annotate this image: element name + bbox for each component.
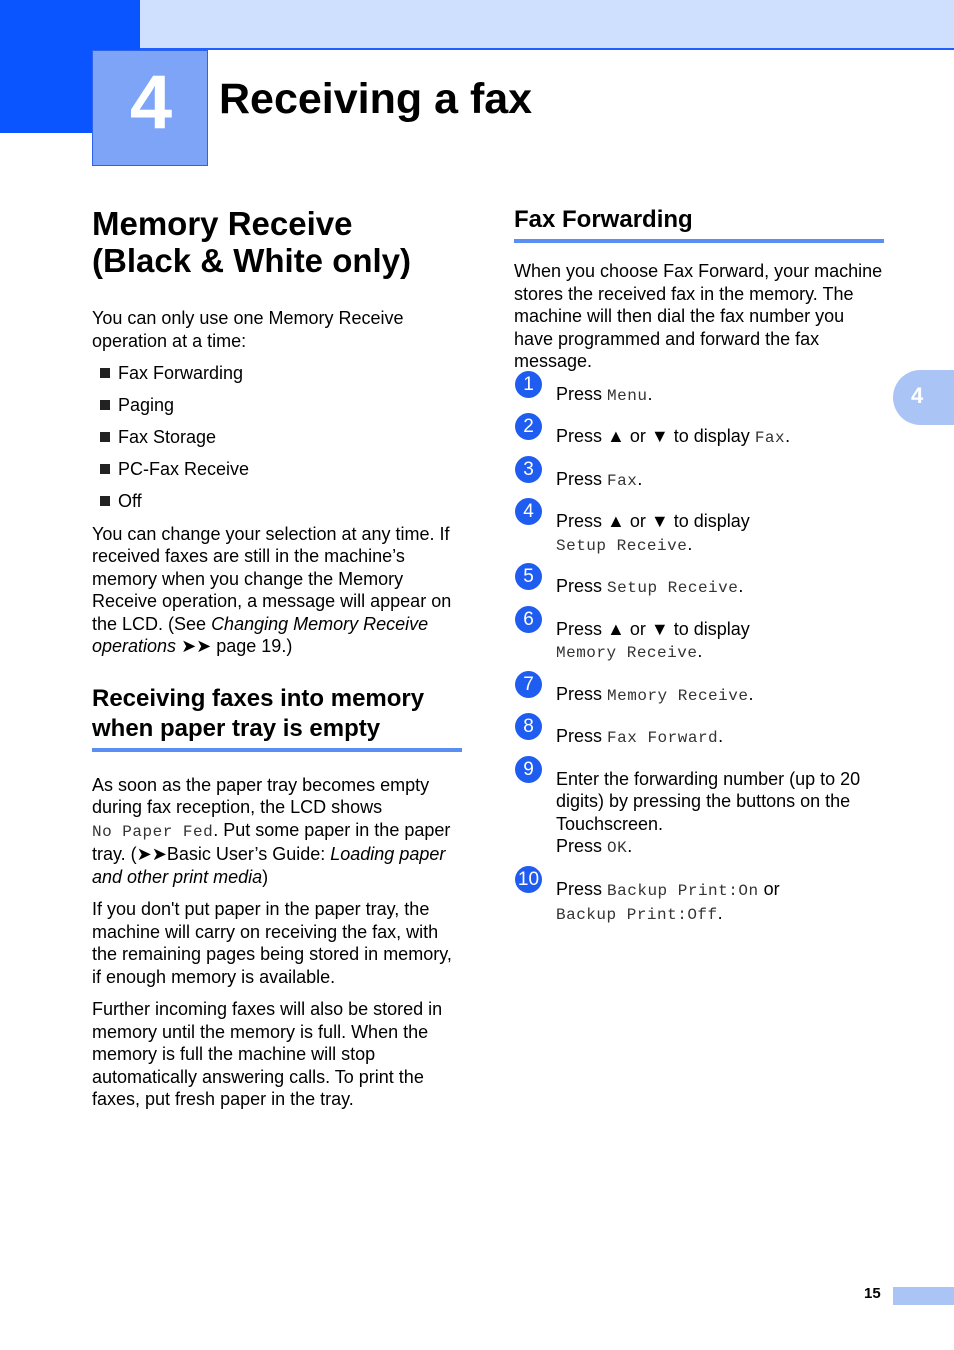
- step: [514, 868, 884, 927]
- text: to display: [673, 618, 750, 639]
- lcd-text: No Paper Fed: [92, 822, 214, 841]
- text: Press: [556, 726, 603, 746]
- text: to display: [673, 511, 750, 531]
- list-item: [92, 362, 462, 385]
- paragraph: If you don't put paper in the paper tray, the machine will carry on receiving the fax, with the remaining pages being stored in memory, if enough memory is available.: [92, 899, 452, 987]
- chapter-title: Receiving a fax: [219, 75, 533, 123]
- lcd-text: Setup Receive: [607, 579, 739, 597]
- text: page 19.): [211, 636, 293, 656]
- bullet-icon: [100, 368, 110, 378]
- bullet-icon: [100, 496, 110, 506]
- option-label: Fax Forwarding: [118, 363, 244, 383]
- double-arrow-icon: ➤➤: [181, 636, 212, 656]
- step-number-icon: 5: [515, 563, 542, 590]
- cross-reference-link[interactable]: Changing Memory Receive operations: [92, 613, 429, 656]
- list-item: [92, 394, 462, 417]
- option-label: PC-Fax Receive: [118, 459, 250, 479]
- heading-line: (Black & White only): [92, 242, 412, 279]
- text: Press: [556, 468, 603, 489]
- intro-paragraph: You can only use one Memory Receive operation at a time:: [92, 308, 404, 351]
- option-label: Off: [118, 491, 142, 511]
- fax-forwarding-heading: Fax Forwarding: [514, 205, 884, 243]
- step-list: [514, 373, 884, 927]
- cross-reference-link[interactable]: Loading paper and other print media: [92, 844, 446, 887]
- lcd-text: Fax Forward: [607, 729, 719, 747]
- header-band: [140, 0, 954, 50]
- up-arrow-icon: ▲: [607, 426, 625, 446]
- side-tab-label: 4: [911, 383, 924, 408]
- footer-bar: [893, 1287, 954, 1305]
- text: or: [629, 426, 646, 446]
- down-arrow-icon: ▼: [650, 511, 669, 531]
- list-item: [92, 490, 462, 513]
- text: Press: [556, 618, 603, 639]
- option-label: Paging: [118, 395, 175, 415]
- step: [514, 608, 884, 665]
- text: .: [647, 383, 653, 404]
- step: [514, 673, 884, 708]
- lcd-text: Backup Print:Off: [556, 906, 718, 924]
- step-number-icon: 8: [515, 713, 542, 740]
- paper-empty-paragraph: [92, 774, 462, 889]
- change-paragraph: [92, 523, 462, 658]
- page-number: 15: [864, 1285, 881, 1302]
- step: [514, 758, 884, 860]
- text: .: [748, 683, 754, 704]
- right-column: [514, 205, 884, 945]
- left-column: [92, 205, 462, 1121]
- text: As soon as the paper tray becomes empty during fax reception, the LCD shows: [92, 774, 430, 817]
- option-list: [92, 362, 462, 513]
- text: .: [738, 576, 744, 596]
- step: [514, 416, 884, 450]
- lcd-text: Fax: [754, 429, 786, 447]
- option-label: Fax Storage: [118, 427, 217, 447]
- text: Press: [556, 576, 603, 596]
- text: or: [629, 618, 646, 639]
- text: .: [697, 641, 703, 661]
- memory-receive-heading: [92, 205, 462, 279]
- step: [514, 566, 884, 600]
- step: [514, 501, 884, 557]
- paper-empty-heading: [92, 684, 462, 752]
- lcd-text: Fax: [607, 471, 638, 490]
- text: or: [763, 878, 780, 899]
- text: or: [629, 511, 646, 531]
- step-number-icon: 6: [515, 606, 542, 633]
- text: Press: [556, 426, 603, 446]
- step-number-icon: 3: [515, 456, 542, 483]
- text: Press: [556, 511, 603, 531]
- heading-line: when paper tray is empty: [92, 714, 381, 742]
- lcd-text: Memory Receive: [607, 686, 749, 705]
- list-item: [92, 426, 462, 449]
- text: Enter the forwarding number (up to 20 digits) by pressing the buttons on the Touchscreen.: [556, 768, 861, 834]
- text: You can change your selection at any time. If received faxes are still in the machine’s memory when you change the Memory Receive operation, a message will appear on the LCD. (See: [92, 523, 452, 634]
- lcd-text: Setup Receive: [556, 536, 688, 555]
- chapter-side-tab: [893, 370, 954, 425]
- chapter-number-box: [92, 50, 208, 166]
- up-arrow-icon: ▲: [607, 511, 625, 531]
- down-arrow-icon: ▼: [650, 426, 669, 446]
- text: Press: [556, 683, 603, 704]
- step: [514, 373, 884, 408]
- lcd-text: OK: [607, 839, 628, 857]
- step-number-icon: 9: [515, 756, 542, 783]
- step: [514, 458, 884, 493]
- step-number-icon: 10: [515, 866, 542, 893]
- bullet-icon: [100, 464, 110, 474]
- heading-line: Receiving faxes into memory: [92, 684, 425, 712]
- list-item: [92, 458, 462, 481]
- text: .: [718, 726, 724, 746]
- step-number-icon: 7: [515, 671, 542, 698]
- text: Press: [556, 878, 603, 899]
- text: Press: [556, 383, 603, 404]
- lcd-text: Backup Print:On: [607, 881, 759, 900]
- text: .: [687, 533, 693, 554]
- up-arrow-icon: ▲: [607, 618, 625, 639]
- paragraph: Further incoming faxes will also be stored in memory until the memory is full. When the memory is full the machine will stop automatically answering calls. To print the faxes, put fresh paper in the tray.: [92, 999, 443, 1109]
- step: [514, 716, 884, 750]
- intro-paragraph: When you choose Fax Forward, your machine stores the received fax in the memory. The machine will then dial the fax number you have programmed and forward the fax message.: [514, 261, 883, 371]
- step-number-icon: 2: [515, 413, 542, 440]
- text: . Put some paper in the paper tray. (: [92, 819, 451, 864]
- bullet-icon: [100, 432, 110, 442]
- lcd-text: Memory Receive: [556, 644, 698, 662]
- text: Press: [556, 836, 603, 856]
- text: .: [637, 468, 643, 489]
- text: .: [785, 426, 791, 446]
- step-number-icon: 4: [515, 498, 542, 525]
- bullet-icon: [100, 400, 110, 410]
- lcd-text: Menu: [607, 386, 648, 405]
- step-number-icon: 1: [515, 371, 542, 398]
- double-arrow-icon: ➤➤: [136, 844, 167, 864]
- text: Basic User’s Guide:: [166, 844, 331, 864]
- text: .: [717, 903, 723, 923]
- text: .: [627, 836, 633, 856]
- text: to display: [673, 426, 750, 446]
- chapter-number: 4: [129, 60, 173, 145]
- heading-line: Memory Receive: [92, 205, 353, 242]
- down-arrow-icon: ▼: [650, 618, 669, 639]
- text: ): [262, 866, 269, 887]
